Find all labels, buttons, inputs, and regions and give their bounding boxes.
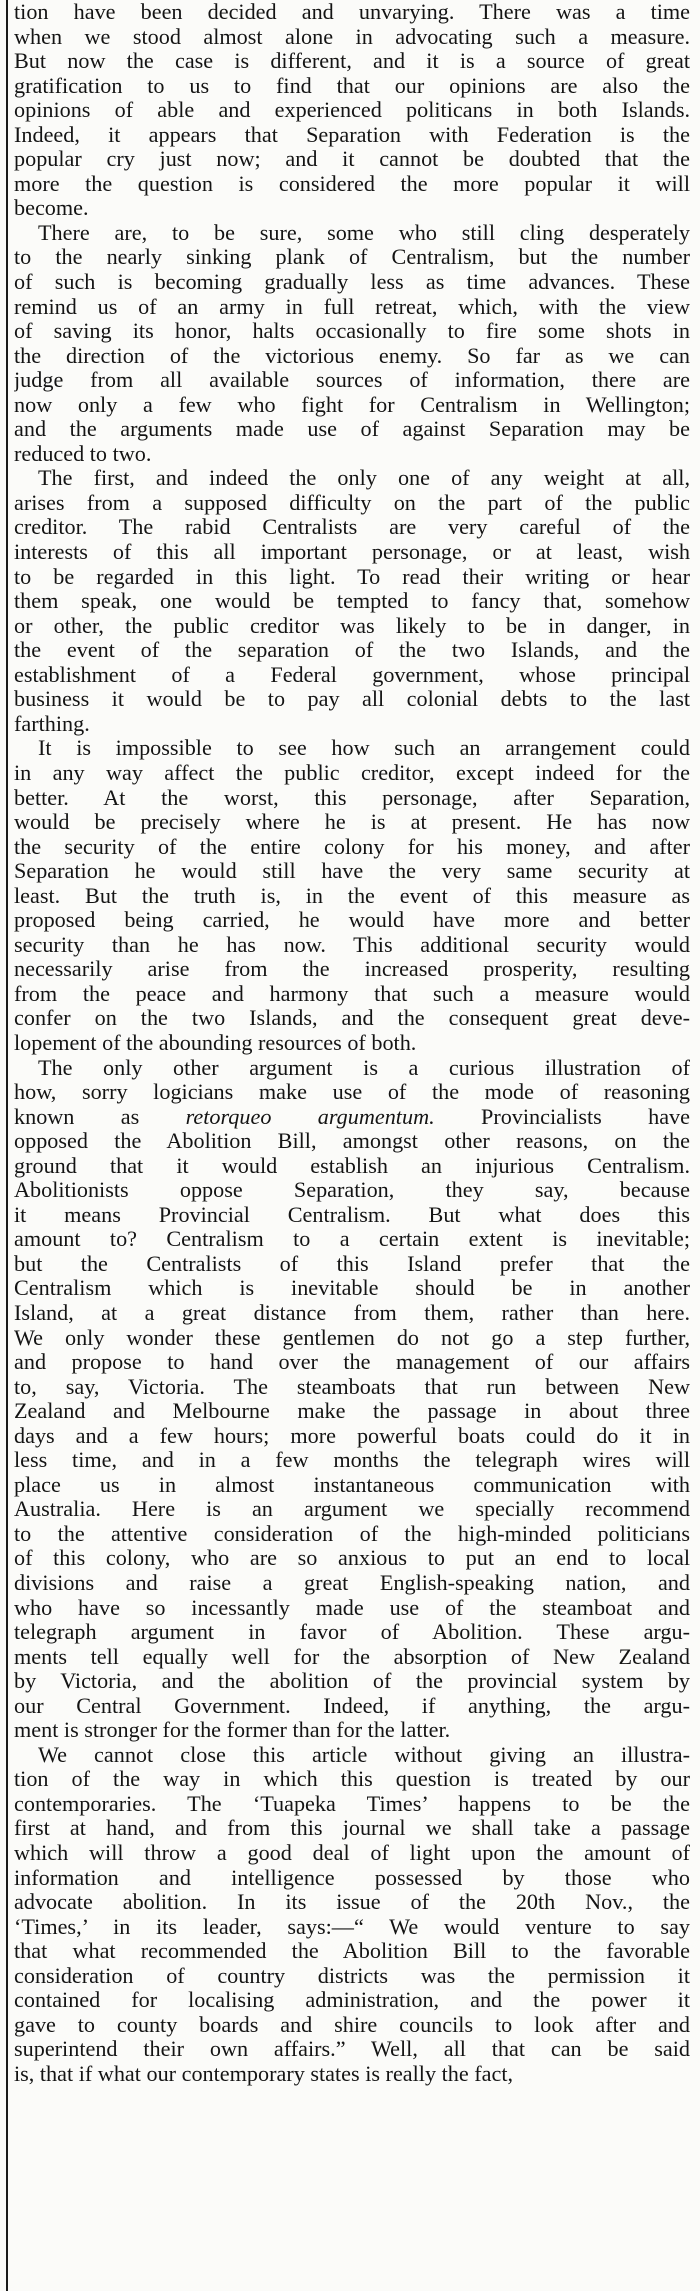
article-line: opinions of able and experienced politicans in both Islands. bbox=[14, 98, 690, 123]
article-line: reduced to two. bbox=[14, 441, 152, 466]
article-line: gave to county boards and shire councils to look after and bbox=[14, 2012, 690, 2037]
article-line: We cannot close this article without giving an illustra- bbox=[38, 1742, 690, 1767]
article-line: of such is becoming gradually less as time advances. These bbox=[14, 270, 690, 295]
article-line: opposed the Abolition Bill, amongst other reasons, on the bbox=[14, 1129, 690, 1154]
article-line: or other, the public creditor was likely to be in danger, in bbox=[14, 613, 690, 638]
article-line: by Victoria, and the abolition of the provincial system by bbox=[14, 1669, 690, 1694]
article-column bbox=[14, 0, 690, 2086]
article-line: the direction of the victorious enemy. So far as we can bbox=[14, 343, 690, 368]
article-line: who have so incessantly made use of the steamboat and bbox=[14, 1595, 690, 1620]
article-line: advocate abolition. In its issue of the 20th Nov., the bbox=[14, 1890, 690, 1915]
article-line: Australia. Here is an argument we specially recommend bbox=[14, 1497, 690, 1522]
article-line: now only a few who fight for Centralism in Wellington; bbox=[14, 392, 690, 417]
article-paragraph bbox=[14, 1743, 690, 2087]
article-line: the security of the entire colony for his money, and after bbox=[14, 834, 690, 859]
article-line: which will throw a good deal of light upon the amount of bbox=[14, 1841, 690, 1866]
article-line: proposed being carried, he would have more and better bbox=[14, 908, 690, 933]
article-line: would be precisely where he is at present. He has now bbox=[14, 810, 690, 835]
article-line: establishment of a Federal government, whose principal bbox=[14, 662, 690, 687]
article-line: from the peace and harmony that such a measure would bbox=[14, 981, 690, 1006]
article-line: of saving its honor, halts occasionally to fire some shots in bbox=[14, 319, 690, 344]
article-line: lopement of the abounding resources of both. bbox=[14, 1030, 417, 1055]
article-line: judge from all available sources of information, there are bbox=[14, 368, 690, 393]
article-paragraph bbox=[14, 1056, 690, 1743]
article-line: least. But the truth is, in the event of this measure as bbox=[14, 883, 690, 908]
article-line: There are, to be sure, some who still cling desperately bbox=[38, 220, 690, 245]
article-line: amount to? Centralism to a certain extent is inevitable; bbox=[14, 1227, 690, 1252]
article-line: but the Centralists of this Island prefer that the bbox=[14, 1251, 690, 1276]
article-line: them speak, one would be tempted to fancy that, somehow bbox=[14, 589, 690, 614]
article-line: divisions and raise a great English-speaking nation, and bbox=[14, 1571, 690, 1595]
article-line: contained for localising administration, and the power it bbox=[14, 1988, 690, 2013]
article-line: known as retorqueo argumentum. Provincialists have bbox=[14, 1104, 690, 1129]
article-line: days and a few hours; more powerful boats could do it in bbox=[14, 1423, 690, 1448]
article-line: information and intelligence possessed by those who bbox=[14, 1865, 690, 1890]
article-line: remind us of an army in full retreat, which, with the view bbox=[14, 294, 690, 319]
article-line: to be regarded in this light. To read their writing or hear bbox=[14, 564, 690, 589]
article-line: to the nearly sinking plank of Centralism, but the number bbox=[14, 245, 690, 270]
article-line: consideration of country districts was the permission it bbox=[14, 1963, 690, 1988]
article-line: We only wonder these gentlemen do not go a step further, bbox=[14, 1325, 690, 1350]
article-line: to the attentive consideration of the high-minded politicians bbox=[14, 1521, 690, 1546]
article-line: place us in almost instantaneous communication with bbox=[14, 1472, 690, 1497]
article-line: first at hand, and from this journal we shall take a passage bbox=[14, 1816, 690, 1841]
article-line: But now the case is different, and it is a source of great bbox=[14, 49, 690, 74]
article-line: and the arguments made use of against Separation may be bbox=[14, 417, 690, 442]
article-line: it means Provincial Centralism. But what does this bbox=[14, 1202, 690, 1227]
article-line: The only other argument is a curious illustration of bbox=[38, 1055, 690, 1080]
article-line: better. At the worst, this personage, after Separation, bbox=[14, 785, 690, 810]
article-line: tion of the way in which this question is treated by our bbox=[14, 1767, 690, 1792]
article-line: superintend their own affairs.” Well, all that can be said bbox=[14, 2037, 690, 2062]
article-line: less time, and in a few months the telegraph wires will bbox=[14, 1448, 690, 1473]
article-line: interests of this all important personage, or at least, wish bbox=[14, 540, 690, 565]
article-line: ment is stronger for the former than for the latter. bbox=[14, 1718, 451, 1743]
article-line: farthing. bbox=[14, 711, 90, 736]
article-line: is, that if what our contemporary states is really the fact, bbox=[14, 2061, 514, 2086]
article-line: contemporaries. The ‘Tuapeka Times’ happens to be the bbox=[14, 1791, 690, 1816]
article-paragraph bbox=[14, 466, 690, 736]
article-line: Abolitionists oppose Separation, they say, because bbox=[14, 1178, 690, 1203]
article-line: the event of the separation of the two Islands, and the bbox=[14, 638, 690, 663]
article-line: Zealand and Melbourne make the passage in about three bbox=[14, 1399, 690, 1424]
article-line: arises from a supposed difficulty on the part of the public bbox=[14, 490, 690, 515]
article-line: in any way affect the public creditor, except indeed for the bbox=[14, 760, 690, 785]
article-paragraph bbox=[14, 0, 690, 221]
article-line: our Central Government. Indeed, if anything, the argu- bbox=[14, 1693, 690, 1718]
article-line: popular cry just now; and it cannot be doubted that the bbox=[14, 147, 690, 172]
article-line: become. bbox=[14, 196, 89, 221]
article-line: of this colony, who are so anxious to put an end to local bbox=[14, 1546, 690, 1571]
article-line: security than he has now. This additional security would bbox=[14, 932, 690, 957]
article-line: confer on the two Islands, and the consequent great deve- bbox=[14, 1006, 690, 1031]
article-line: and propose to hand over the management of our affairs bbox=[14, 1350, 690, 1375]
article-line: It is impossible to see how such an arrangement could bbox=[38, 736, 690, 761]
article-line: that what recommended the Abolition Bill to the favorable bbox=[14, 1939, 690, 1964]
article-line: creditor. The rabid Centralists are very careful of the bbox=[14, 515, 690, 540]
article-line: gratification to us to find that our opinions are also the bbox=[14, 73, 690, 98]
article-line: necessarily arise from the increased prosperity, resulting bbox=[14, 957, 690, 982]
article-line: Indeed, it appears that Separation with Federation is the bbox=[14, 122, 690, 147]
column-rule bbox=[6, 0, 8, 2291]
article-line: how, sorry logicians make use of the mode of reasoning bbox=[14, 1080, 690, 1105]
article-line: business it would be to pay all colonial debts to the last bbox=[14, 687, 690, 712]
article-line: The first, and indeed the only one of any weight at all, bbox=[38, 466, 690, 491]
italic-phrase: retorqueo argumentum. bbox=[185, 1104, 435, 1129]
article-line: ground that it would establish an injurious Centralism. bbox=[14, 1153, 690, 1178]
article-line: Separation he would still have the very same security at bbox=[14, 859, 690, 884]
article-line: Centralism which is inevitable should be in another bbox=[14, 1276, 690, 1301]
article-line: ments tell equally well for the absorption of New Zealand bbox=[14, 1644, 690, 1669]
article-line: ‘Times,’ in its leader, says:—“ We would venture to say bbox=[14, 1914, 690, 1939]
article-line: more the question is considered the more popular it will bbox=[14, 171, 690, 196]
article-line: tion have been decided and unvarying. There was a time bbox=[14, 0, 690, 24]
article-line: when we stood almost alone in advocating such a measure. bbox=[14, 24, 690, 49]
article-line: Island, at a great distance from them, rather than here. bbox=[14, 1300, 690, 1325]
article-paragraph bbox=[14, 736, 690, 1055]
article-line: telegraph argument in favor of Abolition. These argu- bbox=[14, 1620, 690, 1645]
article-line: to, say, Victoria. The steamboats that run between New bbox=[14, 1374, 690, 1399]
article-paragraph bbox=[14, 221, 690, 466]
